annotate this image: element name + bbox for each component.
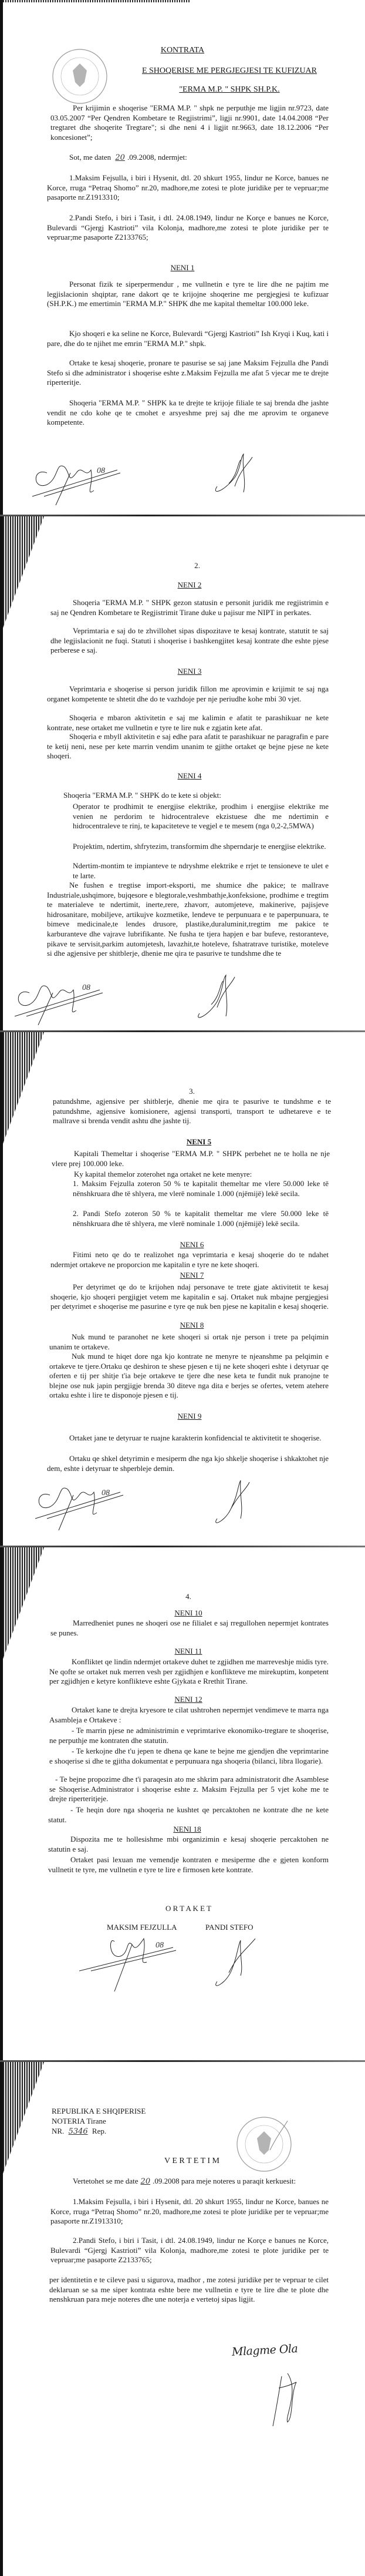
- register-prefix: NR.: [52, 2127, 65, 2135]
- article-12-right-2: - Te kerkojne dhe t'u jepen te dhena qe kane te bejne me gjendjen dhe veprimtarine e shoqerise si dhe te gjitha dokumentat e perpunuara nga shoqeria (bilanci, libra llogarie).: [49, 1747, 329, 1765]
- date-suffix: .09.2008, ndermjet:: [127, 153, 187, 162]
- article-3-p2: Shoqeria e mbaron aktivitetin e saj me kalimin e afatit te parashikuar ne kete kontrate, nese ortaket me vullnetin e tyre te lire nuk e zgjatin kete afat.: [47, 713, 329, 732]
- signature-fejzulla: [29, 449, 129, 505]
- article-3-p3: Shoqeria e mbyll aktivitetin e saj edhe para afatit te parashikuar ne paragrafin e pare te ketij neni, nese per kete marrin vendim unanim te gjithe ortaket qe bejne pjese ne kete shoqeri.: [47, 732, 329, 761]
- page-number: 2.: [194, 561, 200, 570]
- article-18-title: NENI 18: [173, 1825, 201, 1833]
- article-4-trade: Ne fushen e tregtise import-eksporti, me shumice dhe pakice; te mallrave Industriale,ushqimore, bujqesore e blegtorale,veshmbathje,konfeksione, prodhime e tregtim te materialeve te ndertimit, inerte,rere, zhavorr, automjeteve, makinerive, pajisjeve hidrosanitare, mobiljeve, artikujve kozmetike, lendeve te perpunuara e te paperpunuara, te bimeve medicinale,te lendes drusore, plastike,duraluminit,tregtim me pakice te karburanteve dhe vajrave lubrifikante. Ne fusha te tjera hapjen e bar bufeve, restoranteve, pikave te servisit,parkim automjetesh, lavazhit,te hoteleve, fshatratrave turistike, moteleve si dhe agjensive per shitblerje, dhenie me qira te pasurive te tundshme dhe te: [47, 881, 329, 958]
- article-4-intro: Shoqeria "ERMA M.P. " SHPK do te kete si objekt:: [63, 791, 221, 800]
- article-1-p3: Ortake te kesaj shoqerie, pronare te pasurise se saj jane Maksim Fejzulla dhe Pandi Stefo si dhe administrator i shoqerise eshte z.Maksim Fejzulla me afat 5 vjecar me te drejte riperteritje.: [47, 358, 329, 387]
- contract-subtitle: E SHOQERISE ME PERGJEGJESI TE KUFIZUAR: [141, 66, 317, 75]
- register-number-handwritten: 5346: [68, 2127, 88, 2136]
- certification-date: [50, 2177, 329, 2187]
- article-2-p2: Veprimtaria e saj do te zhvillohet sipas dispozitave te kesaj kontrate, statutit te saj dhe legjislacionit ne fuqi. Statuti i shoqerise i bashkengjitet kesaj kontrate dhe eshte pjese perberese e saj.: [50, 626, 329, 655]
- signature-stefo: [211, 1477, 258, 1524]
- register-suffix: Rep.: [92, 2127, 107, 2135]
- article-6-title: NENI 6: [180, 1240, 204, 1249]
- article-5-p2: Ky kapital themelor zoterohet nga ortaket ne kete menyre:: [74, 1170, 252, 1178]
- article-5-title: NENI 5: [186, 1137, 212, 1146]
- certification-title: V E R T E T I M: [164, 2157, 219, 2165]
- document-page-5: [0, 2062, 365, 2576]
- article-12-right-4: - Te heqin dore nga shoqeria ne kushtet qe percaktohen ne kontrate dhe ne kete statut.: [48, 1805, 329, 1824]
- article-1-p4: Shoqeria "ERMA M.P. " SHPK ka te drejte te krijoje filiale te saj brenda dhe jashte vendit ne cdo kohe qe te cmohet e arsyeshme prej saj dhe me aprovim te organeve kompetente.: [47, 398, 329, 427]
- article-5-item-1: 1. Maksim Fejzulla zoteron 50 % te kapitalit themeltar me vlere 50.000 leke të nënshkruara dhe të shlyera, me vlerë nominale 1.000 (njëmijë) lekë secila.: [73, 1179, 329, 1198]
- article-12-right-1: - Te marrin pjese ne administrimin e veprimtarive ekonomiko-tregtare te shoqerise, ne perputhje me kontraten dhe statutin.: [49, 1726, 329, 1745]
- partners-heading: O R T A K E T: [165, 1904, 212, 1913]
- notary-stamp: [50, 47, 109, 106]
- article-18-p1: Dispozita me te hollesishme mbi organizimin e kesaj shoqerie percaktohen ne statutin e saj.: [48, 1835, 329, 1853]
- article-4-object-3: Ndertim-montim te impianteve te ndryshme elektrike e rrjet te tensioneve te ulet e te larte.: [73, 861, 329, 880]
- article-4-object-1: Operator te prodhimit te energjise elektrike, prodhim i energjise elektrike me venien ne perdorim te hidrocentraleve ekzistuese dhe me ndertimin e hidrocentraleve te rinj, te kapaciteteve te vegjel e te mesem (nga 0,2-2,5MWA): [73, 802, 329, 831]
- article-12-right-3: - Te bejne propozime dhe t'i paraqesin ato me shkrim para administratorit dhe Asamblese se Shoqerise.Administrator i shoqerise eshte z. Maksim Fejzulla per 5 vjet kohe me te drejte riperteritjeje.: [49, 1775, 329, 1803]
- party-1: 1.Maksim Fejsulla, i biri i Hysenit, dtl. 20 shkurt 1955, lindur ne Korce, banues ne Korce, rruga “Petraq Shomo” nr.20, madhore,me zotesi te plote juridike per te vepruar;me pasaporte nr.Z1913310;: [47, 173, 329, 202]
- notary-signature-mark: [270, 2370, 311, 2426]
- cert-day-handwritten: 20: [140, 2177, 151, 2186]
- page-number: 4.: [185, 1592, 191, 1601]
- party-1: 1.Maksim Fejsulla, i biri i Hysenit, dtl. 20 shkurt 1955, lindur ne Korce, banues ne Korce, rruga “Petraq Shomo” nr.20, madhore,me zotesi te plote juridike per te vepruar;me pasaporte nr.Z1913310;: [50, 2197, 329, 2226]
- article-7-p1: Per detyrimet qe do te krijohen ndaj personave te trete gjate aktivitetit te kesaj shoqerie, kjo shoqeri pergjigjet vetem me kapitalin e saj. Ortaket nuk mbajne pergjegjesi per detyrimet e shoqerise me pasurine e tyre qe nuk ben pjese ne kapitalin e kesaj shoqerie.: [50, 1282, 329, 1311]
- notary-header-country: REPUBLIKA E SHQIPERISE: [52, 2107, 146, 2115]
- article-10-p1: Marredheniet punes ne shoqeri ose ne filialet e saj rregullohen nepermjet kontrates se punes.: [50, 1618, 329, 1637]
- scan-edge: [3, 0, 191, 2]
- article-8-p2: Nuk mund te hiqet dore nga kjo kontrate ne menyre te njeanshme pa pelqimin e ortakeve te tjere.Ortaku qe deshiron te shese pjesen e tij ne kete shoqeri eshte i detyruar qe oferten e tij per shitje t'ia beje ortakeve te tjere dhe nese keta te fundit nuk pranojne te blejne ose nuk japin pergjigje brenda 30 diteve nga dita e berjes se ofertes, vetem atehere ortaku eshte i lire te disponoje pjesen e tij.: [49, 1352, 329, 1400]
- article-4-continuation: patundshme, agjensive per shitblerje, dhenie me qira te pasurive te tundshme e te patundshme, agjensive komisionere, agjensi transporti, transport te udhetareve e te mallrave si brenda vendit ashtu dhe jashte tij.: [53, 1097, 331, 1126]
- article-4-object-2: Projektim, ndertim, shfrytezim, transformim dhe shperndarje te energjise elektrike.: [73, 842, 326, 851]
- contract-date: [47, 153, 329, 163]
- partner-2-name: PANDI STEFO: [205, 1923, 254, 1932]
- page-number: 3.: [189, 1087, 195, 1096]
- notary-register-number: [52, 2127, 106, 2137]
- article-1-p1: Personat fizik te siperpermendur , me vullnetin e tyre te lire dhe ne pajtim me legjislacionin shqiptar, rane dakort qe te krijojne shoqerine me pergjegjesi te kufizuar (SH.P.K.) me emertimin "ERMA M.P." SHPK dhe me kapital themeltar 100.000 leke.: [47, 280, 329, 308]
- signature-fejzulla: [32, 1472, 132, 1530]
- article-9-p1: Ortaket jane te detyruar te ruajne karakterin konfidencial te aktivitetit te shoqerise.: [69, 1433, 322, 1442]
- cert-prefix: Vertetohet se me date: [73, 2177, 138, 2185]
- signature-fejzulla: [79, 1930, 185, 1991]
- signature-stefo: [211, 451, 264, 498]
- article-8-title: NENI 8: [180, 1321, 204, 1329]
- article-12-title: NENI 12: [174, 1695, 202, 1704]
- article-12-p1: Ortaket kane te drejta kryesore te cilat ushtrohen nepermjet vendimeve te marra nga Asambleja e Ortakeve :: [49, 1705, 329, 1724]
- article-9-title: NENI 9: [177, 1412, 202, 1420]
- article-8-p1: Nuk mund te paranohet ne kete shoqeri si ortak nje person i trete pa pelqimin unanim te ortakeve.: [49, 1332, 329, 1351]
- party-2: 2.Pandi Stefo, i biri i Tasit, i dtl. 24.08.1949, lindur ne Korçe e banues ne Korce, Bulevardi “Gjergj Kastrioti” vila Kolonja, madhore,me zotesi te plote juridike per te vepruar;me pasaporte Z2133765;: [50, 2236, 329, 2265]
- article-11-p1: Konfliktet qe lindin ndermjet ortakeve duhet te zgjidhen me marreveshje midis tyre. Ne qofte se ortaket nuk merren vesh per zgjidhjen e konflikteve me mirekuptim, konpetent per zgjidhjen e ketyre konflikteve eshte Gjykata e Rrethit Tirane.: [49, 1657, 329, 1686]
- certification-closing: per identitetin e te cileve pasi u sigurova, madhor , me zotesi juridike per te vepruar te cilet deklaruan se sa me siper kontrata eshte bere me vullnetin e tyre te lire dhe te plote dhe nenshkruan para meje noteres dhe une noterja e vertetoj sipas ligjit.: [49, 2275, 329, 2304]
- article-5-p1: Kapitali Themeltar i shoqerise "ERMA M.P. " SHPK perbehet ne te holla ne nje vlere prej 100.000 leke.: [52, 1149, 330, 1168]
- article-1-title: NENI 1: [170, 263, 195, 272]
- signature-fejzulla: [12, 969, 111, 1025]
- article-2-p1: Shoqeria "ERMA M.P. " SHPK gezon statusin e personit juridik me regjistrimin e saj ne Qendren Kombetare te Regjistrimit Tirane duke u pajisur me NIPT in perkates.: [50, 598, 329, 617]
- article-9-p2: Ortaku qe shkel detyrimin e mesiperm dhe nga kjo shkelje shoqerise i shkaktohet nje dem, eshte i detyruar te shperbleje demin.: [47, 1454, 329, 1473]
- article-2-title: NENI 2: [177, 580, 202, 589]
- svg-text:08: 08: [156, 1941, 164, 1950]
- article-1-p2: Kjo shoqeri e ka seline ne Korce, Bulevardi “Gjergj Kastrioti” Ish Kryqi i Kuq, kati i pare, dhe do te njihet me emrin "ERMA M.P." shpk.: [47, 329, 329, 348]
- article-7-title: NENI 7: [180, 1271, 204, 1279]
- intro-paragraph: Per krijimin e shoqerise "ERMA M.P. " shpk ne perputhje me ligjin nr.9723, date 03.05.2007 “Per Qendren Kombetare te Regjistrimi”, ligji nr.9901, date 14.04.2008 “Per tregtaret dhe shoqerite Tregtare"; si dhe neni 4 i ligjit nr.9663, date 18.12.2006 “Per koncesionet”;: [50, 103, 329, 142]
- notary-signature-name: Mlagme Ola: [231, 2342, 298, 2359]
- svg-text:08: 08: [97, 466, 105, 475]
- binder-edge: [3, 1547, 44, 1659]
- svg-text:08: 08: [82, 983, 90, 992]
- binder-edge: [3, 516, 44, 628]
- article-11-title: NENI 11: [174, 1647, 202, 1655]
- article-10-title: NENI 10: [174, 1608, 202, 1617]
- article-4-title: NENI 4: [177, 771, 202, 780]
- article-18-p2: Ortaket pasi lexuan me vemendje kontraten e mesiperme dhe e gjeten konform vullnetit te tyre, me vullnetin e tyre te lire e firmosen kete kontrate.: [48, 1855, 329, 1874]
- company-name: "ERMA M.P. " SHPK SH.P.K.: [179, 85, 280, 94]
- cert-suffix: .09.2008 para meje noteres u paraqit kerkuesit:: [153, 2177, 296, 2185]
- notary-header-office: NOTERIA Tirane: [52, 2117, 106, 2125]
- date-day-handwritten: 20: [115, 153, 125, 162]
- date-prefix: Sot, me daten: [69, 153, 111, 162]
- article-6-p1: Fitimi neto qe do te realizohet nga veprimtaria e kesaj shoqerie do te ndahet ndermjet ortakeve ne proporcion me kapitalin e tyre ne kete shoqeri.: [50, 1250, 329, 1269]
- svg-text:08: 08: [102, 1489, 110, 1497]
- partner-1-name: MAKSIM FEJZULLA: [107, 1923, 177, 1932]
- article-3-p1: Veprimtaria e shoqerise si person juridik fillon me aprovimin e krijimit te saj nga organet kompetente te shtetit dhe do te vazhdoje per nje periudhe kohe mbi 30 vjet.: [47, 684, 329, 703]
- contract-title: KONTRATA: [160, 46, 205, 55]
- article-3-title: NENI 3: [177, 667, 202, 676]
- signature-stefo: [194, 972, 246, 1022]
- article-5-item-2: 2. Pandi Stefo zoteron 50 % te kapitalit themeltar me vlere 50.000 leke të nënshkruara dhe të shlyera, me vlerë nominale 1.000 (njëmijë) lekë secila.: [73, 1209, 329, 1228]
- signature-stefo: [211, 1937, 258, 1987]
- party-2: 2.Pandi Stefo, i biri i Tasit, i dtl. 24.08.1949, lindur ne Korçe e banues ne Korce, Bulevardi “Gjergj Kastrioti” vila Kolonja, madhore,me zotesi te plote juridike per te vepruar;me pasaporte Z2133765;: [47, 213, 329, 242]
